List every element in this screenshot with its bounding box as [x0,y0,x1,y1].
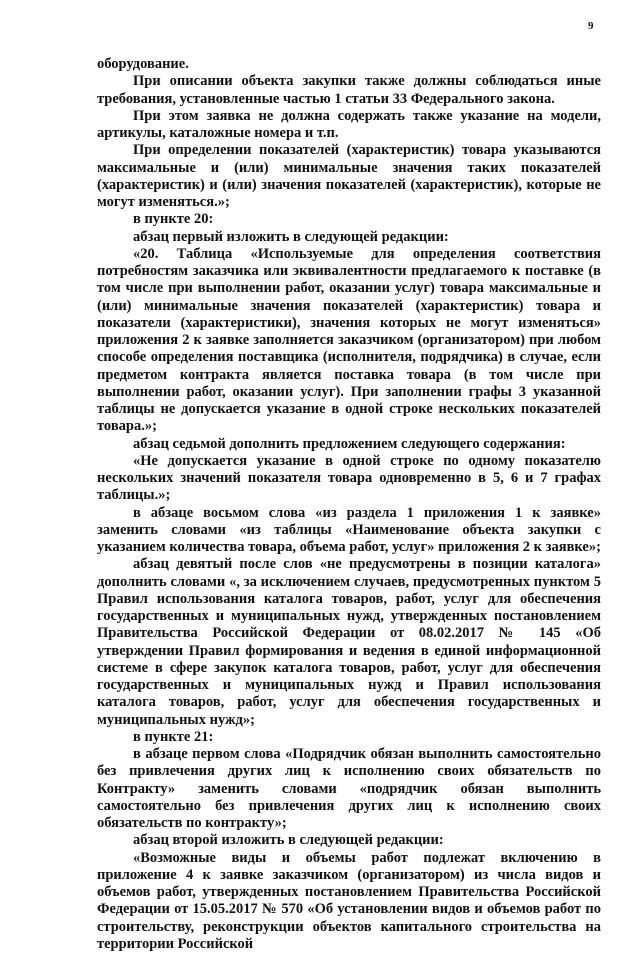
paragraph: При этом заявка не должна содержать также указание на модели, артикулы, каталожные номера и т.п. [97,108,601,143]
paragraph: в абзаце восьмом слова «из раздела 1 приложения 1 к заявке» заменить словами «из таблицы «Наименование объекта закупки с указанием количества товара, объема работ, услуг» приложения 2 к заявке»; [97,505,601,557]
paragraph: абзац первый изложить в следующей редакции: [97,229,601,246]
paragraph: абзац второй изложить в следующей редакции: [97,832,601,849]
paragraph: абзац седьмой дополнить предложением следующего содержания: [97,436,601,453]
paragraph: оборудование. [97,56,601,73]
paragraph: в пункте 20: [97,211,601,228]
paragraph: При определении показателей (характеристик) товара указываются максимальные и (или) минимальные значения таких показателей (характеристик) и (или) значения показателей (характеристик), которые не могут изменяться.»; [97,142,601,211]
paragraph: «Не допускается указание в одной строке по одному показателю нескольких значений показателя товара одновременно в 5, 6 и 7 графах таблицы.»; [97,453,601,505]
paragraph: «20. Таблица «Используемые для определения соответствия потребностям заказчика или эквивалентности предлагаемого к поставке (в том числе при выполнении работ, оказании услуг) товара максимальные и (или) минимальные значения показателей (характеристик) товара и показатели (характеристики), значения которых не могут изменяться» приложения 2 к заявке заполняется заказчиком (организатором) при любом способе определения поставщика (исполнителя, подрядчика) в случае, если предметом контракта является поставка товара (в том числе при выполнении работ, оказании услуг). При заполнении графы 3 указанной таблицы не допускается указание в одной строке нескольких показателей товара.»; [97,246,601,436]
paragraph: в пункте 21: [97,729,601,746]
page-number: 9 [588,20,594,32]
paragraph: «Возможные виды и объемы работ подлежат включению в приложение 4 к заявке заказчиком (организатором) из числа видов и объемов работ, утвержденных постановлением Правительства Российской Федерации от 15.05.2017 № 570 «Об установлении видов и объемов работ по строительству, реконструкции объектов капитального строительства на территории Российской [97,850,601,953]
paragraph: абзац девятый после слов «не предусмотрены в позиции каталога» дополнить словами «, за исключением случаев, предусмотренных пунктом 5 Правил использования каталога товаров, работ, услуг для обеспечения государственных и муниципальных нужд, утвержденных постановлением Правительства Российской Федерации от 08.02.2017 № 145 «Об утверждении Правил формирования и ведения в единой информационной системе в сфере закупок каталога товаров, работ, услуг для обеспечения государственных и муниципальных нужд и Правил использования каталога товаров, работ, услуг для обеспечения государственных и муниципальных нужд»; [97,556,601,729]
document-body [97,56,601,953]
paragraph: в абзаце первом слова «Подрядчик обязан выполнить самостоятельно без привлечения других лиц к исполнению своих обязательств по Контракту» заменить словами «подрядчик обязан выполнить самостоятельно без привлечения других лиц к исполнению своих обязательств по контракту»; [97,746,601,832]
paragraph: При описании объекта закупки также должны соблюдаться иные требования, установленные частью 1 статьи 33 Федерального закона. [97,73,601,108]
